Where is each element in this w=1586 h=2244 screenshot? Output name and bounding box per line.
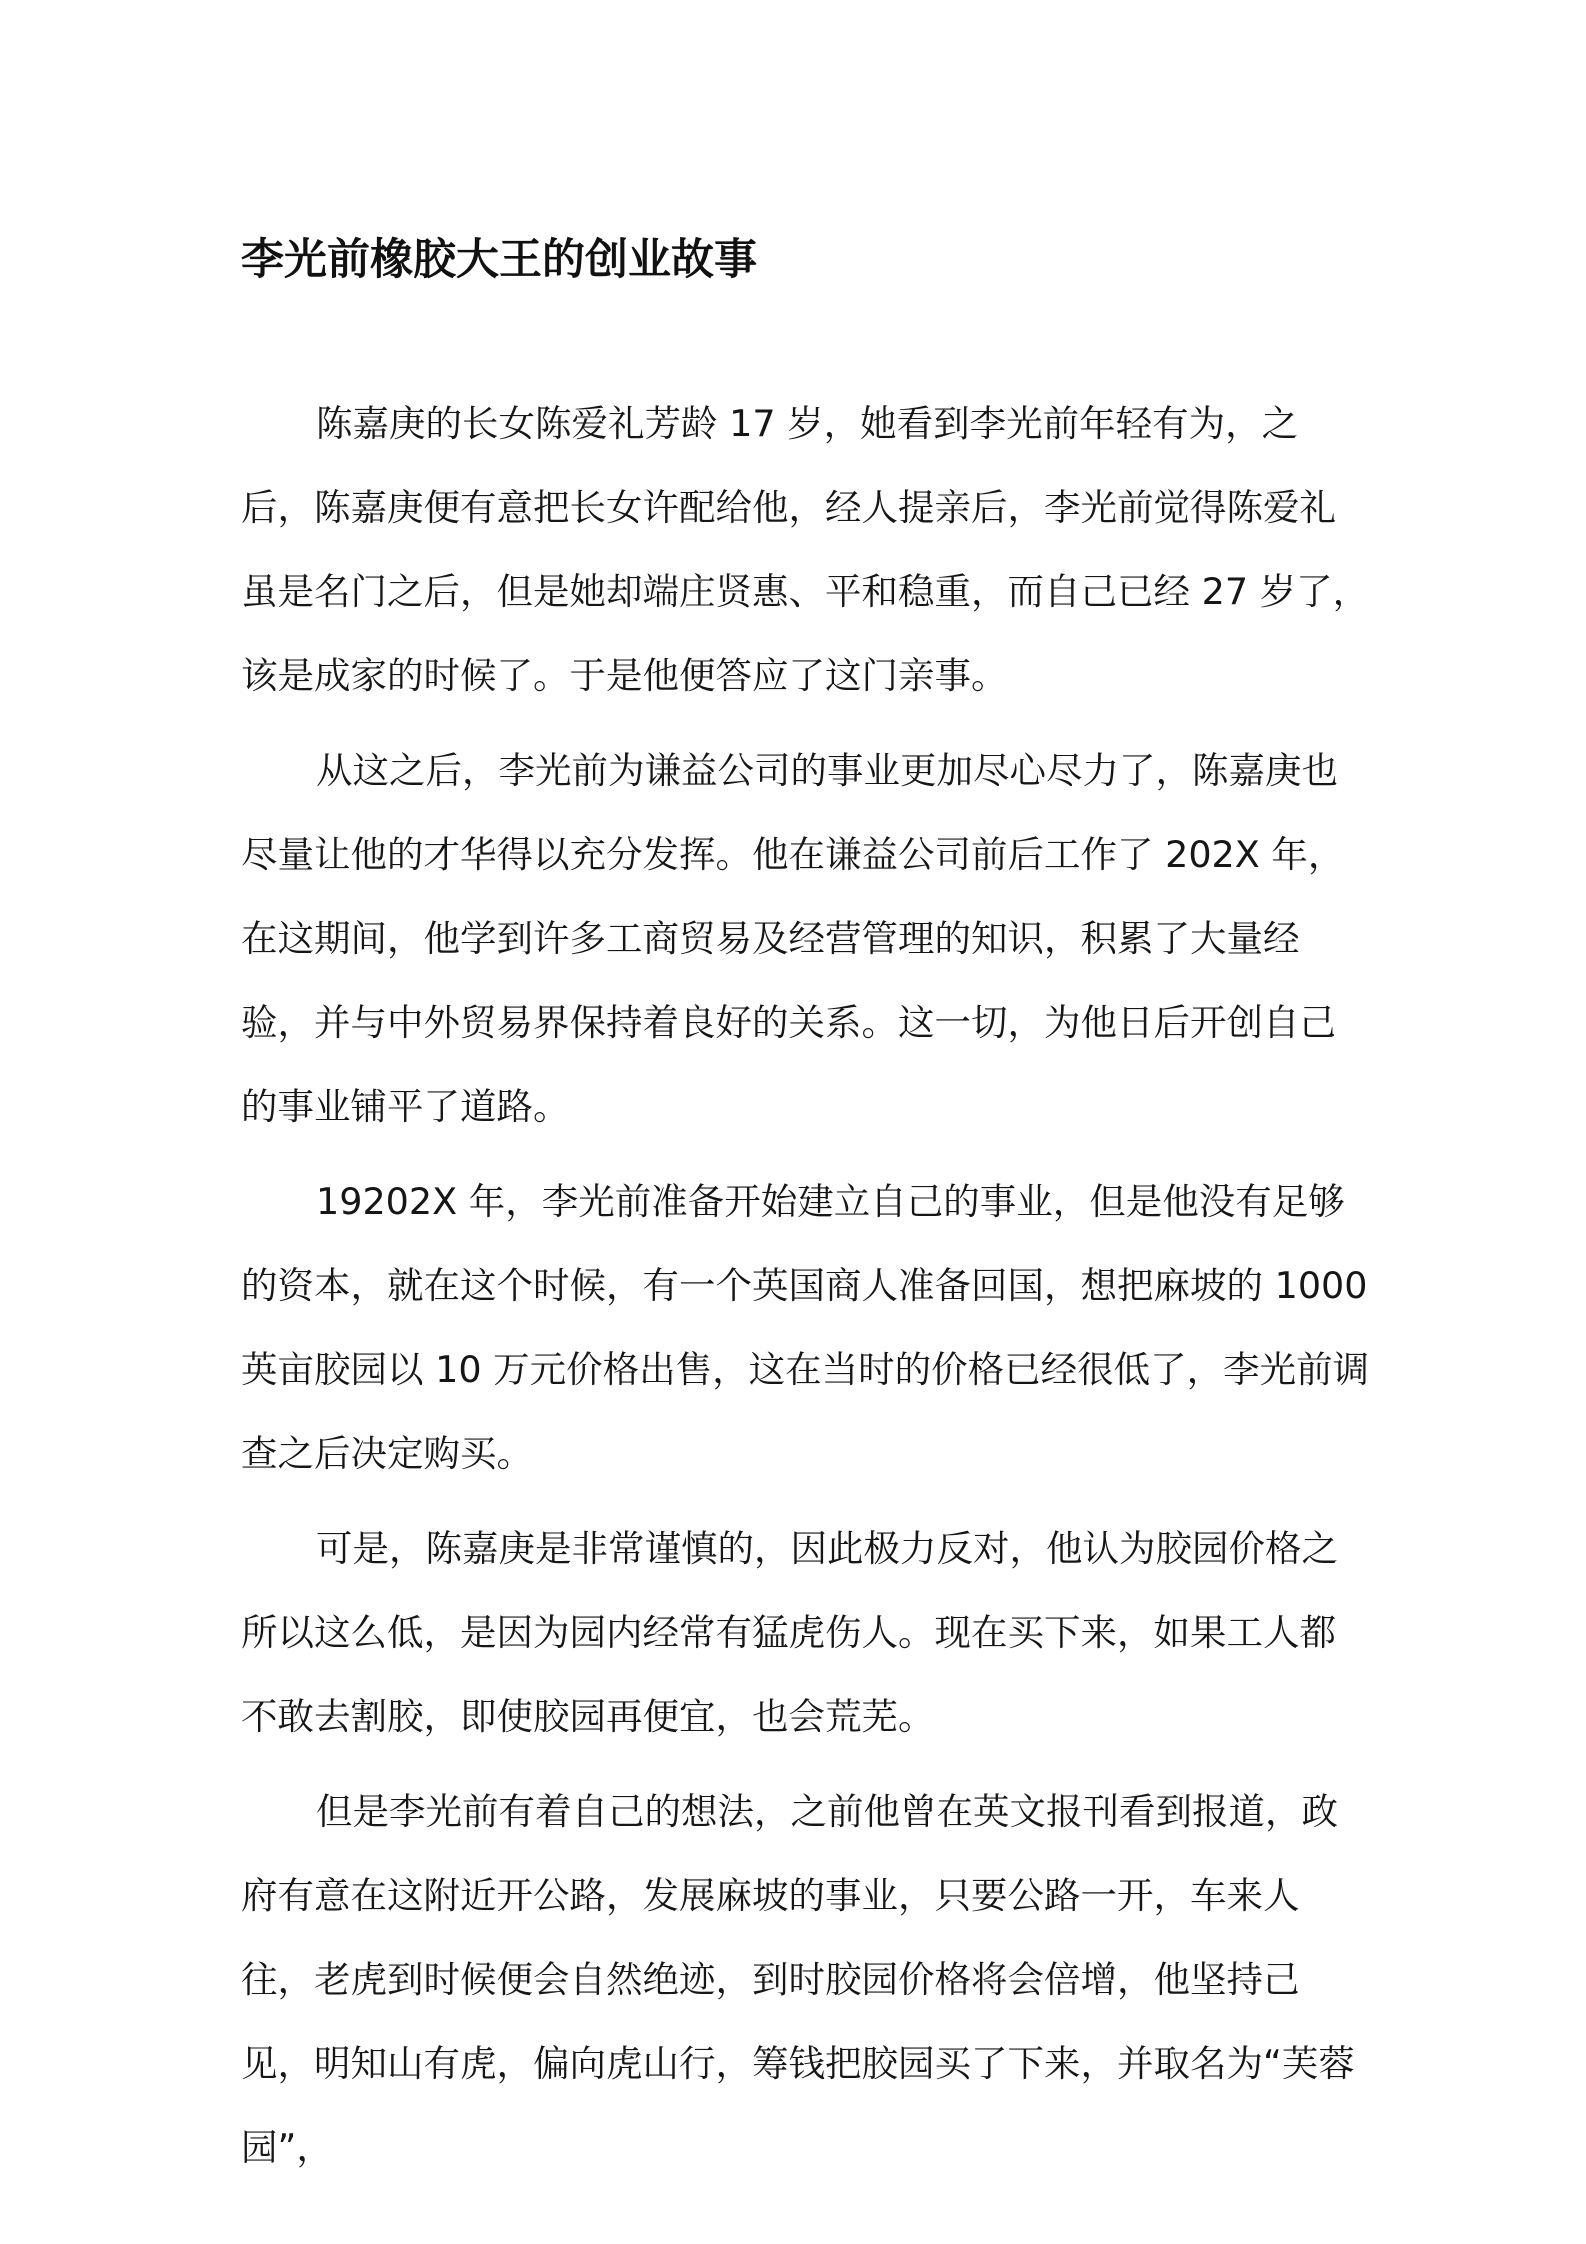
paragraph-5: 但是李光前有着自己的想法，之前他曾在英文报刊看到报道，政府有意在这附近开公路，发展麻坡的事业，只要公路一开，车来人往，老虎到时候便会自然绝迹，到时胶园价格将会倍增，他坚持己见，明知山有虎，偏向虎山行，筹钱把胶园买了下来，并取名为“芙蓉园”， [241,1790,1355,2169]
paragraph-1: 陈嘉庚的长女陈爱礼芳龄 17 岁，她看到李光前年轻有为，之后，陈嘉庚便有意把长女许配给他，经人提亲后，李光前觉得陈爱礼虽是名门之后，但是她却端庄贤惠、平和稳重，而自己已经 27 岁了，该是成家的时候了。于是他便答应了这门亲事。 [241,402,1370,697]
paragraph-4: 可是，陈嘉庚是非常谨慎的，因此极力反对，他认为胶园价格之所以这么低，是因为园内经常有猛虎伤人。现在买下来，如果工人都不敢去割胶，即使胶园再便宜，也会荒芜。 [241,1527,1338,1738]
paragraph-2: 从这之后，李光前为谦益公司的事业更加尽心尽力了，陈嘉庚也尽量让他的才华得以充分发挥。他在谦益公司前后工作了 202X 年，在这期间，他学到许多工商贸易及经营管理的知识，积累了大量经验，并与中外贸易界保持着良好的关系。这一切，为他日后开创自己的事业铺平了道路。 [241,749,1345,1128]
document-body [241,382,1380,2201]
document-title: 李光前橡胶大王的创业故事 [241,235,757,285]
paragraph-3: 19202X 年，李光前准备开始建立自己的事业，但是他没有足够的资本，就在这个时候，有一个英国商人准备回国，想把麻坡的 1000 英亩胶园以 10 万元价格出售，这在当时的价格已经很低了，李光前调查之后决定购买。 [241,1180,1380,1475]
